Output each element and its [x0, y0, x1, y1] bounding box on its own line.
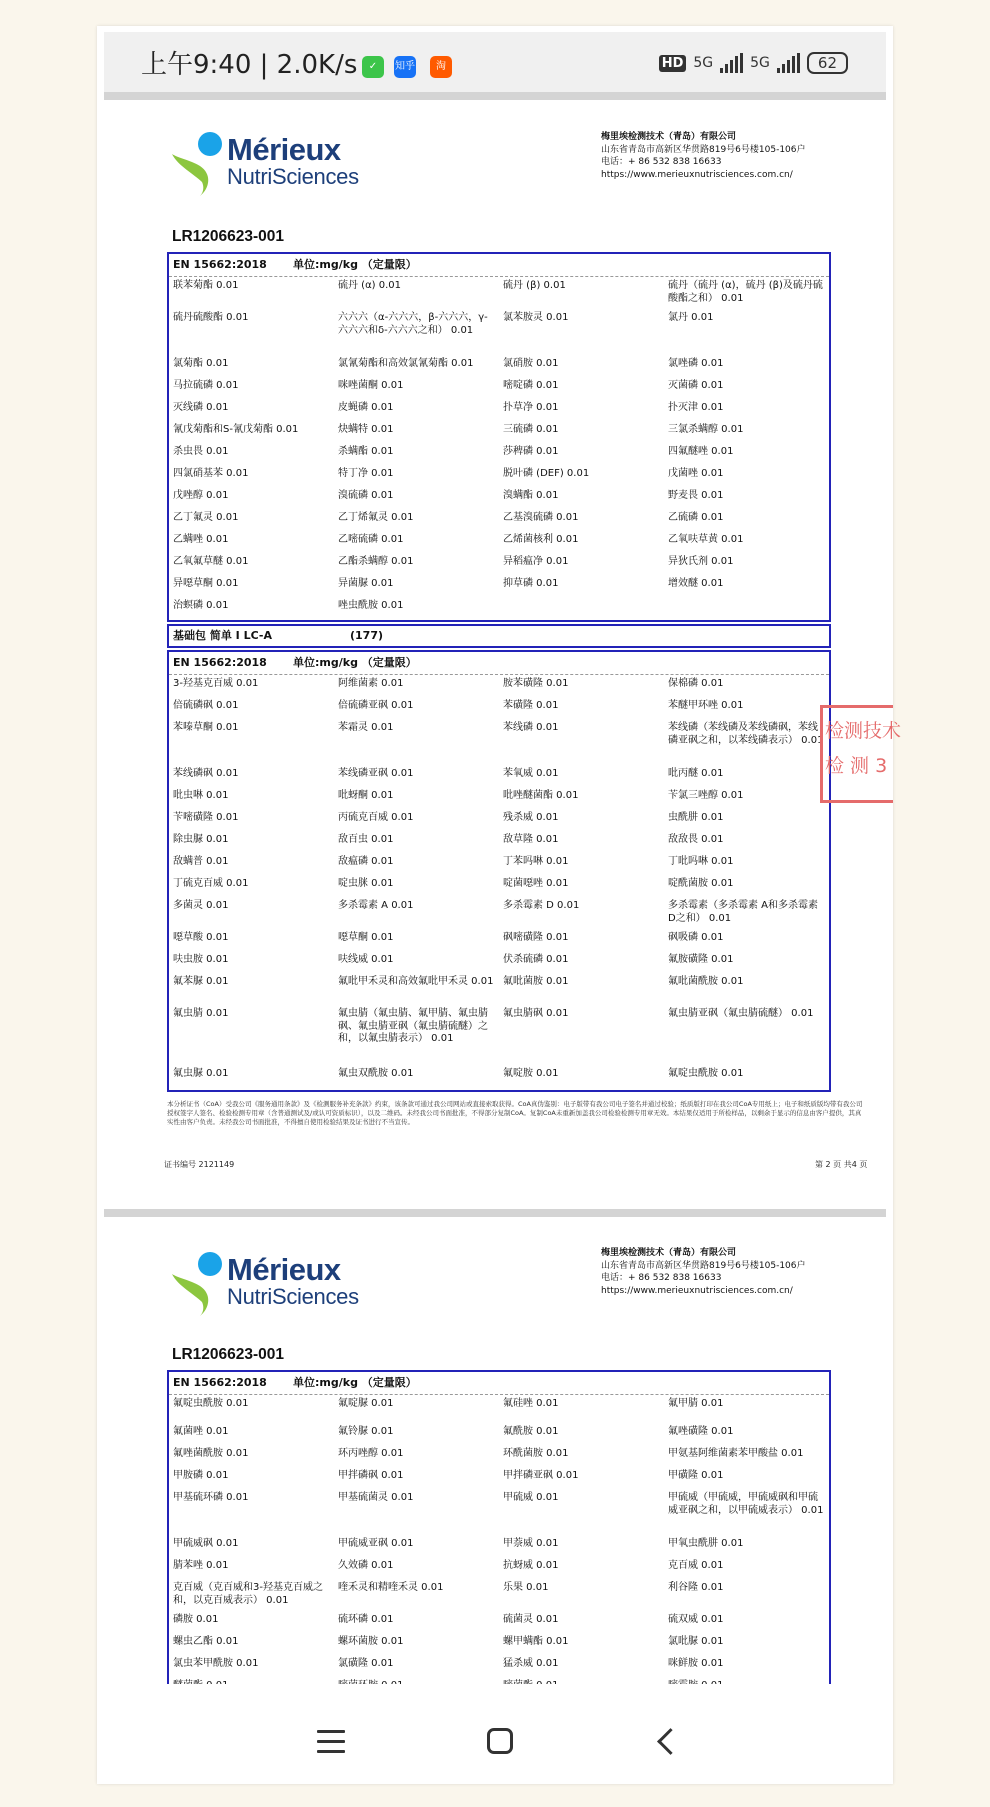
table-cell: 多杀霉素（多杀霉素 A和多杀霉素 D之和） 0.01: [668, 900, 819, 924]
table-cell: 氟菌唑 0.01: [173, 1426, 229, 1437]
table-cell: 砜嘧磺隆 0.01: [503, 932, 569, 943]
table-cell: 六六六（α-六六六，β-六六六，γ-六六六和δ-六六六之和） 0.01: [338, 312, 488, 336]
table-row: [169, 1535, 829, 1557]
merieux-logo: [170, 1250, 359, 1316]
table-row: [169, 973, 829, 1005]
status-time: 上午9:40 | 2.0K/s: [141, 50, 358, 80]
table-body: [169, 675, 829, 1087]
table-cell: 氟硅唑 0.01: [503, 1398, 559, 1409]
table-row: [169, 1611, 829, 1633]
wechat-app-icon: ✓: [362, 56, 384, 78]
table-cell: 胺苯磺隆 0.01: [503, 678, 569, 689]
results-table-1: [167, 252, 831, 622]
table-cell: 四氯硝基苯 0.01: [173, 468, 249, 479]
home-icon[interactable]: [487, 1728, 513, 1754]
table-row: [169, 399, 829, 421]
table-row: [169, 487, 829, 509]
table-cell: 硫环磷 0.01: [338, 1614, 394, 1625]
table-cell: 呋线威 0.01: [338, 954, 394, 965]
table-row: [169, 853, 829, 875]
table-row: [169, 809, 829, 831]
table-cell: 氯丹 0.01: [668, 312, 714, 323]
table-row: [169, 531, 829, 553]
table-cell: 苯醚甲环唑 0.01: [668, 700, 744, 711]
table-cell: [664, 600, 829, 619]
certificate-number: 证书编号 2121149: [164, 1160, 235, 1169]
table-cell: 治螟磷 0.01: [173, 600, 229, 611]
table-cell: 丁吡吗啉 0.01: [668, 856, 734, 867]
table-cell: 异狄氏剂 0.01: [668, 556, 734, 567]
table-header: [169, 652, 829, 675]
page-separator: [104, 1209, 886, 1217]
table-header: [169, 254, 829, 277]
table-cell: 乙丁氟灵 0.01: [173, 512, 239, 523]
table-header: [169, 1372, 829, 1395]
table-cell: 杀螨酯 0.01: [338, 446, 394, 457]
table-cell: 氟苯脲 0.01: [173, 976, 229, 987]
navigation-bar: [104, 1684, 886, 1784]
table-cell: 氟虫腈亚砜（氟虫腈硫醚） 0.01: [668, 1008, 814, 1019]
table-cell: 3-羟基克百威 0.01: [173, 678, 259, 689]
table-cell: 皮蝇磷 0.01: [338, 402, 394, 413]
table-cell: 丁硫克百威 0.01: [173, 878, 249, 889]
network-5g-label-2: 5G: [750, 55, 770, 71]
logo-leaf-icon: [170, 1250, 230, 1316]
logo-leaf-icon: [170, 130, 230, 196]
table-cell: 除虫脲 0.01: [173, 834, 229, 845]
table-cell: 甲氧虫酰肼 0.01: [668, 1538, 744, 1549]
table-row: [169, 875, 829, 897]
table-cell: 螺甲螨酯 0.01: [503, 1636, 569, 1647]
signal-icon-2: [777, 53, 800, 73]
table-cell: 氯磺隆 0.01: [338, 1658, 394, 1669]
table-cell: 三氯杀螨醇 0.01: [668, 424, 744, 435]
table-cell: 乙嘧硫磷 0.01: [338, 534, 404, 545]
table-row: [169, 1005, 829, 1065]
table-row: [169, 575, 829, 597]
table-cell: 克百威 0.01: [668, 1560, 724, 1571]
document-id: LR1206623-001: [172, 228, 285, 245]
table-cell: 异菌脲 0.01: [338, 578, 394, 589]
document-viewer: [97, 26, 902, 1784]
table-cell: 脱叶磷 (DEF) 0.01: [503, 468, 590, 479]
table-cell: 伏杀硫磷 0.01: [503, 954, 569, 965]
table-cell: 灭线磷 0.01: [173, 402, 229, 413]
table-cell: 马拉硫磷 0.01: [173, 380, 239, 391]
signal-icon-1: [720, 53, 743, 73]
table-cell: 氟酰胺 0.01: [503, 1426, 559, 1437]
table-cell: 灭菌磷 0.01: [668, 380, 724, 391]
table-cell: 久效磷 0.01: [338, 1560, 394, 1571]
table-cell: 乙螨唑 0.01: [173, 534, 229, 545]
logo-text-nutrisciences: NutriSciences: [227, 164, 359, 189]
table-cell: 增效醚 0.01: [668, 578, 724, 589]
table-cell: 乙氧氟草醚 0.01: [173, 556, 249, 567]
table-row: [169, 553, 829, 575]
table-cell: 硫双威 0.01: [668, 1614, 724, 1625]
company-name: 梅里埃检测技术（青岛）有限公司: [601, 132, 737, 142]
table-cell: 乐果 0.01: [503, 1582, 549, 1593]
company-address: 山东省青岛市高新区华贯路819号6号楼105-106户: [601, 144, 806, 155]
table-row: [169, 675, 829, 697]
table-cell: 氟唑菌酰胺 0.01: [173, 1448, 249, 1459]
table-cell: 硫丹 (α) 0.01: [338, 280, 402, 291]
table-cell: 苯线磷 0.01: [503, 722, 559, 733]
table-row: [169, 421, 829, 443]
table-cell: 苯线磷砜 0.01: [173, 768, 239, 779]
table-cell: 甲胺磷 0.01: [173, 1470, 229, 1481]
table-cell: 嘧啶磷 0.01: [503, 380, 559, 391]
table-cell: 硫丹 (β) 0.01: [503, 280, 566, 291]
table-cell: 氟虫腈（氟虫腈、氟甲腈、氟虫腈砜、氟虫腈亚砜（氟虫腈硫醚）之和，以氟虫腈表示） 0.01: [338, 1008, 488, 1044]
table-cell: 乙酯杀螨醇 0.01: [338, 556, 414, 567]
stamp-text-line1: 检测技术: [825, 720, 902, 742]
table-cell: 乙硫磷 0.01: [668, 512, 724, 523]
table-cell: 唑虫酰胺 0.01: [338, 600, 404, 611]
table-cell: 氟啶脲 0.01: [338, 1398, 394, 1409]
table-cell: 腈苯唑 0.01: [173, 1560, 229, 1571]
table-cell: 苯氧威 0.01: [503, 768, 559, 779]
document-id: LR1206623-001: [172, 1346, 285, 1363]
table-row: [169, 831, 829, 853]
table-row: [169, 309, 829, 355]
table-cell: 敌瘟磷 0.01: [338, 856, 394, 867]
merieux-logo: [170, 130, 359, 196]
table-body: [169, 1395, 829, 1699]
table-cell: 甲基硫菌灵 0.01: [338, 1492, 414, 1503]
table-cell: 氯菊酯 0.01: [173, 358, 229, 369]
table-cell: 克百威（克百威和3-羟基克百威之和，以克百威表示） 0.01: [173, 1582, 323, 1606]
table-cell: 乙丁烯氟灵 0.01: [338, 512, 414, 523]
table-cell: 乙烯菌核利 0.01: [503, 534, 579, 545]
table-row: [169, 1557, 829, 1579]
company-phone: 电话：+ 86 532 838 16633: [601, 157, 722, 167]
back-icon[interactable]: [657, 1728, 684, 1755]
table-cell: 咪鲜胺 0.01: [668, 1658, 724, 1669]
table-cell: 甲磺隆 0.01: [668, 1470, 724, 1481]
table-cell: 联苯菊酯 0.01: [173, 280, 239, 291]
table-cell: 喹禾灵和精喹禾灵 0.01: [338, 1582, 444, 1593]
table-row: [169, 1579, 829, 1611]
table-row: [169, 697, 829, 719]
table-cell: 苄氯三唑醇 0.01: [668, 790, 744, 801]
table-cell: 氯虫苯甲酰胺 0.01: [173, 1658, 259, 1669]
table-cell: 甲拌磷亚砜 0.01: [503, 1470, 579, 1481]
table-cell: 三硫磷 0.01: [503, 424, 559, 435]
table-cell: 磷胺 0.01: [173, 1614, 219, 1625]
table-cell: 丁苯吗啉 0.01: [503, 856, 569, 867]
table-cell: 氟吡甲禾灵和高效氟吡甲禾灵 0.01: [338, 976, 494, 987]
hd-badge: HD: [659, 55, 687, 72]
table-row: [169, 1395, 829, 1423]
table-row: [169, 277, 829, 309]
table-row: [169, 377, 829, 399]
table-cell: 氟啶虫酰胺 0.01: [173, 1398, 249, 1409]
table-cell: 猛杀威 0.01: [503, 1658, 559, 1669]
table-cell: 氯硝胺 0.01: [503, 358, 559, 369]
table-row: [169, 509, 829, 531]
basic-pack-label: 基础包 简单 I LC-A: [173, 629, 272, 642]
menu-icon[interactable]: [317, 1730, 345, 1754]
table-row: [169, 465, 829, 487]
table-cell: 吡丙醚 0.01: [668, 768, 724, 779]
table-cell: 螺环菌胺 0.01: [338, 1636, 404, 1647]
table-cell: 苯霜灵 0.01: [338, 722, 394, 733]
table-cell: 炔螨特 0.01: [338, 424, 394, 435]
table-row: [169, 443, 829, 465]
zhihu-app-icon: 知乎: [394, 56, 416, 78]
table-cell: 残杀威 0.01: [503, 812, 559, 823]
table-row: [169, 951, 829, 973]
status-right: [659, 52, 848, 74]
table-row: [169, 929, 829, 951]
table-cell: 甲氨基阿维菌素苯甲酸盐 0.01: [668, 1448, 804, 1459]
table-cell: 啶酰菌胺 0.01: [668, 878, 734, 889]
table-cell: 多杀霉素 A 0.01: [338, 900, 414, 911]
table-row: [169, 719, 829, 765]
table-cell: 甲硫威亚砜 0.01: [338, 1538, 414, 1549]
table-row: [169, 1423, 829, 1445]
table-cell: 丙硫克百威 0.01: [338, 812, 414, 823]
table-cell: 虫酰肼 0.01: [668, 812, 724, 823]
table-cell: 氟虫腈砜 0.01: [503, 1008, 569, 1019]
table-cell: 甲硫威砜 0.01: [173, 1538, 239, 1549]
table-cell: 多杀霉素 D 0.01: [503, 900, 580, 911]
table-row: [169, 765, 829, 787]
table-cell: 阿维菌素 0.01: [338, 678, 404, 689]
table-cell: 氟啶胺 0.01: [503, 1068, 559, 1079]
unit-label: 单位:mg/kg （定量限）: [293, 1376, 417, 1389]
unit-label: 单位:mg/kg （定量限）: [293, 656, 417, 669]
disclaimer-text: 本分析证书（CoA）受我公司《服务通用条款》及《检测服务补充条款》约束，该条款可通过我公司网站或直接索取获得。CoA真伪鉴别：电子版带有我公司电子签名并通过校验；纸质版打印在我公司CoA专用纸上；电子和纸质版均带有我公司授权签字人签名、检验检测专用章（含普通测试及/或认可资质标识），以及二维码。未经我公司书面批准，不得部分复制CoA。复制CoA未重新加盖我公司检验检测专用章无效。本结果仅适用于所检样品，以剩余于显示的信息由客户提供，其真实性由客户负责。未经我公司书面批准，不得擅自使用检验结果及证书进行不当宣传。: [167, 1100, 863, 1126]
company-info: [601, 1247, 881, 1297]
standard-label: EN 15662:2018: [173, 1376, 267, 1389]
standard-label: EN 15662:2018: [173, 656, 267, 669]
table-cell: 扑草净 0.01: [503, 402, 559, 413]
table-cell: 保棉磷 0.01: [668, 678, 724, 689]
table-cell: [499, 600, 664, 619]
basic-pack-row: [167, 624, 831, 648]
table-cell: 氟吡菌酰胺 0.01: [668, 976, 744, 987]
table-cell: 噁草酸 0.01: [173, 932, 229, 943]
table-cell: 咪唑菌酮 0.01: [338, 380, 404, 391]
table-row: [169, 897, 829, 929]
table-cell: 苯线磷（苯线磷及苯线磷砜，苯线磷亚砜之和，以苯线磷表示） 0.01: [668, 722, 824, 746]
table-row: [169, 1445, 829, 1467]
table-cell: 氟啶虫酰胺 0.01: [668, 1068, 744, 1079]
table-row: [169, 355, 829, 377]
table-row: [169, 1065, 829, 1087]
table-cell: 啶虫脒 0.01: [338, 878, 394, 889]
table-cell: 硫菌灵 0.01: [503, 1614, 559, 1625]
table-cell: 抗蚜威 0.01: [503, 1560, 559, 1571]
company-name: 梅里埃检测技术（青岛）有限公司: [601, 1248, 737, 1258]
table-cell: 敌敌畏 0.01: [668, 834, 724, 845]
table-cell: 溴硫磷 0.01: [338, 490, 394, 501]
table-cell: 吡虫啉 0.01: [173, 790, 229, 801]
logo-text-merieux: Mérieux: [227, 132, 341, 167]
taobao-app-icon: 淘: [430, 56, 452, 78]
table-cell: 乙氧呋草黄 0.01: [668, 534, 744, 545]
table-cell: 甲萘威 0.01: [503, 1538, 559, 1549]
table-cell: 氟吡菌胺 0.01: [503, 976, 569, 987]
basic-pack-count: (177): [350, 629, 384, 642]
company-phone: 电话：+ 86 532 838 16633: [601, 1273, 722, 1283]
table-cell: 异稻瘟净 0.01: [503, 556, 569, 567]
battery-icon: 62: [807, 52, 848, 74]
table-cell: 砜吸磷 0.01: [668, 932, 724, 943]
company-address: 山东省青岛市高新区华贯路819号6号楼105-106户: [601, 1260, 806, 1271]
table-cell: 乙基溴硫磷 0.01: [503, 512, 579, 523]
page-number: 第 2 页 共4 页: [815, 1160, 868, 1169]
table-cell: 抑草磷 0.01: [503, 578, 559, 589]
table-cell: 氟唑磺隆 0.01: [668, 1426, 734, 1437]
table-cell: 氯吡脲 0.01: [668, 1636, 724, 1647]
table-cell: 环酰菌胺 0.01: [503, 1448, 569, 1459]
table-row: [169, 1489, 829, 1535]
table-cell: 氟虫脲 0.01: [173, 1068, 229, 1079]
table-cell: 啶菌噁唑 0.01: [503, 878, 569, 889]
table-cell: 莎稗磷 0.01: [503, 446, 559, 457]
table-cell: 戊菌唑 0.01: [668, 468, 724, 479]
table-cell: 溴螨酯 0.01: [503, 490, 559, 501]
results-table-2: [167, 650, 831, 1092]
table-cell: 戊唑醇 0.01: [173, 490, 229, 501]
table-cell: 苄嘧磺隆 0.01: [173, 812, 239, 823]
network-5g-label-1: 5G: [693, 55, 714, 71]
table-cell: 甲基硫环磷 0.01: [173, 1492, 249, 1503]
stamp-text-line2: 检 测 3: [825, 755, 888, 777]
table-row: [169, 787, 829, 809]
logo-text-nutrisciences: NutriSciences: [227, 1284, 359, 1309]
table-row: [169, 1633, 829, 1655]
table-cell: 特丁净 0.01: [338, 468, 394, 479]
table-cell: 氟甲腈 0.01: [668, 1398, 724, 1409]
table-cell: 噁草酮 0.01: [338, 932, 394, 943]
table-cell: 野麦畏 0.01: [668, 490, 724, 501]
table-cell: 硫丹硫酸酯 0.01: [173, 312, 249, 323]
table-cell: 甲拌磷砜 0.01: [338, 1470, 404, 1481]
table-cell: 氟胺磺隆 0.01: [668, 954, 734, 965]
table-body: [169, 277, 829, 619]
table-cell: 吡唑醚菌酯 0.01: [503, 790, 579, 801]
table-cell: 异噁草酮 0.01: [173, 578, 239, 589]
table-cell: 硫丹（硫丹 (α)，硫丹 (β)及硫丹硫酸酯之和） 0.01: [668, 280, 823, 304]
table-cell: 氟虫双酰胺 0.01: [338, 1068, 414, 1079]
table-cell: 螺虫乙酯 0.01: [173, 1636, 239, 1647]
table-cell: 吡蚜酮 0.01: [338, 790, 394, 801]
page-separator: [104, 92, 886, 100]
table-cell: 利谷隆 0.01: [668, 1582, 724, 1593]
table-cell: 杀虫畏 0.01: [173, 446, 229, 457]
table-cell: 氯唑磷 0.01: [668, 358, 724, 369]
table-cell: 苯线磷亚砜 0.01: [338, 768, 414, 779]
official-seal-stamp: [820, 705, 902, 803]
company-url: https://www.merieuxnutrisciences.com.cn/: [601, 1285, 793, 1296]
table-cell: 呋虫胺 0.01: [173, 954, 229, 965]
standard-label: EN 15662:2018: [173, 258, 267, 271]
table-cell: 氯苯胺灵 0.01: [503, 312, 569, 323]
table-cell: 倍硫磷砜 0.01: [173, 700, 239, 711]
logo-text-merieux: Mérieux: [227, 1252, 341, 1287]
table-row: [169, 597, 829, 619]
table-cell: 甲硫威 0.01: [503, 1492, 559, 1503]
table-cell: 敌百虫 0.01: [338, 834, 394, 845]
table-cell: 多菌灵 0.01: [173, 900, 229, 911]
table-cell: 倍硫磷亚砜 0.01: [338, 700, 414, 711]
table-cell: 氟铃脲 0.01: [338, 1426, 394, 1437]
table-cell: 苯磺隆 0.01: [503, 700, 559, 711]
table-cell: 四氟醚唑 0.01: [668, 446, 734, 457]
company-info: [601, 131, 881, 181]
table-cell: 苯嗪草酮 0.01: [173, 722, 239, 733]
table-row: [169, 1655, 829, 1677]
table-cell: 环丙唑醇 0.01: [338, 1448, 404, 1459]
table-cell: 敌螨普 0.01: [173, 856, 229, 867]
unit-label: 单位:mg/kg （定量限）: [293, 258, 417, 271]
table-cell: 扑灭津 0.01: [668, 402, 724, 413]
table-cell: 氰戊菊酯和S-氰戊菊酯 0.01: [173, 424, 299, 435]
table-cell: 氯氰菊酯和高效氯氰菊酯 0.01: [338, 358, 474, 369]
table-row: [169, 1467, 829, 1489]
status-bar: [104, 32, 886, 92]
table-cell: 氟虫腈 0.01: [173, 1008, 229, 1019]
table-cell: 甲硫威（甲硫威，甲硫威砜和甲硫威亚砜之和，以甲硫威表示） 0.01: [668, 1492, 824, 1516]
table-cell: 敌草隆 0.01: [503, 834, 559, 845]
company-url: https://www.merieuxnutrisciences.com.cn/: [601, 169, 793, 180]
